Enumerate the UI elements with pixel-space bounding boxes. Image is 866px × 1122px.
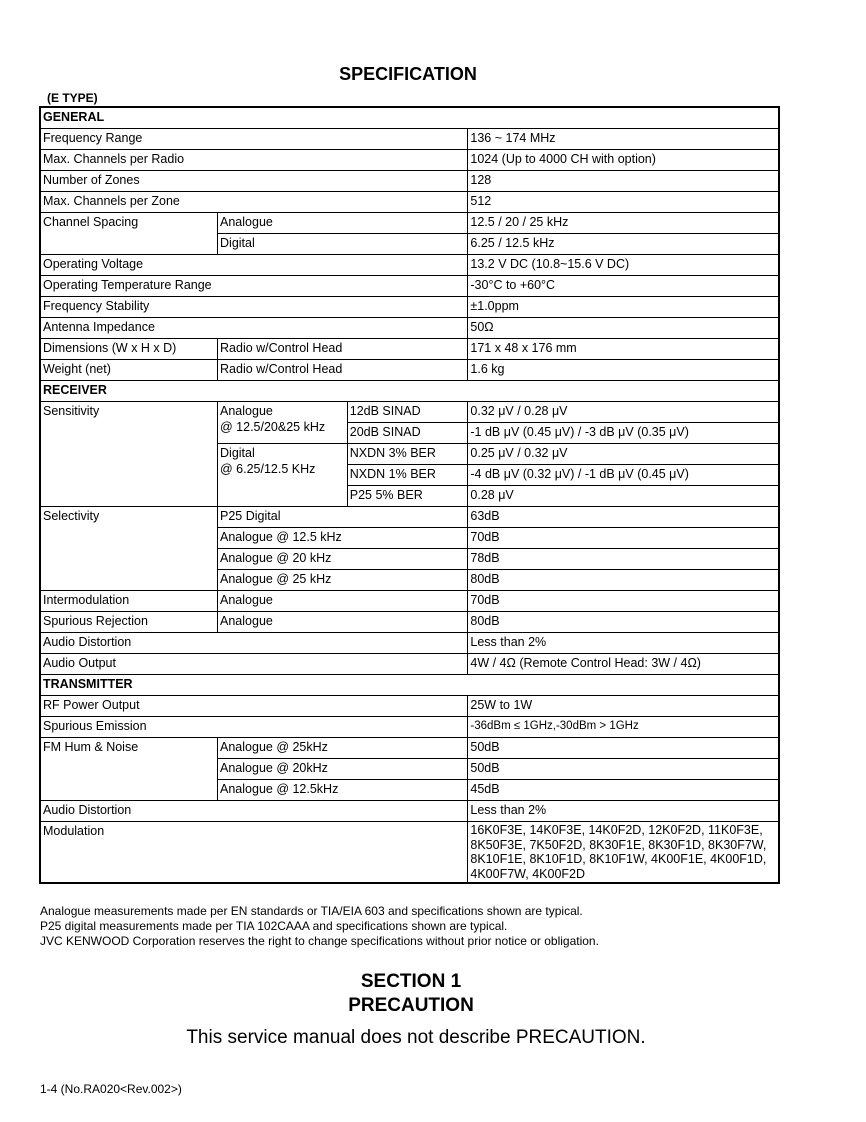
table-row	[40, 171, 779, 192]
section-heading	[0, 970, 822, 1018]
table-row	[40, 381, 779, 402]
row-value: 4W / 4Ω (Remote Control Head: 3W / 4Ω)	[468, 654, 779, 675]
table-row	[40, 192, 779, 213]
row-label: Frequency Range	[40, 129, 468, 150]
row-sublabel: Analogue	[218, 591, 468, 612]
row-value: 80dB	[468, 570, 779, 591]
row-value: -4 dB μV (0.32 μV) / -1 dB μV (0.45 μV)	[468, 465, 779, 486]
section-number: SECTION 1	[360, 971, 462, 992]
row-label: Sensitivity	[40, 402, 218, 507]
row-sublabel: Analogue @ 25 kHz	[218, 570, 468, 591]
row-label: Number of Zones	[40, 171, 468, 192]
row-sublabel	[218, 444, 348, 507]
row-label: Operating Voltage	[40, 255, 468, 276]
modulation-line: 8K50F3E, 7K50F2D, 8K30F1E, 8K30F1D, 8K30F7W,	[470, 837, 767, 852]
row-value: 1.6 kg	[468, 360, 779, 381]
spec-table	[39, 106, 780, 884]
table-row	[40, 612, 779, 633]
row-label: Dimensions (W x H x D)	[40, 339, 218, 360]
row-sublabel: Analogue @ 12.5kHz	[218, 780, 468, 801]
row-value: 0.28 μV	[468, 486, 779, 507]
row-label: Max. Channels per Zone	[40, 192, 468, 213]
row-value: 80dB	[468, 612, 779, 633]
row-label: Weight (net)	[40, 360, 218, 381]
analogue-line: Analogue	[220, 404, 273, 418]
row-sublabel: Radio w/Control Head	[218, 360, 468, 381]
row-value: 6.25 / 12.5 kHz	[468, 234, 779, 255]
row-value: 128	[468, 171, 779, 192]
row-value: 13.2 V DC (10.8~15.6 V DC)	[468, 255, 779, 276]
table-row	[40, 801, 779, 822]
digital-line: Digital	[220, 446, 255, 460]
precaution-text: This service manual does not describe PRECAUTION.	[186, 1027, 646, 1048]
table-row	[40, 255, 779, 276]
table-row	[40, 360, 779, 381]
table-row	[40, 402, 779, 423]
analogue-freq-line: @ 12.5/20&25 kHz	[220, 420, 326, 434]
row-label: Modulation	[40, 822, 468, 884]
row-sublabel: Analogue @ 12.5 kHz	[218, 528, 468, 549]
note-line: JVC KENWOOD Corporation reserves the right to change specifications without prior notice or obligation.	[40, 934, 599, 948]
row-label: Frequency Stability	[40, 297, 468, 318]
table-row	[40, 738, 779, 759]
row-value: 0.25 μV / 0.32 μV	[468, 444, 779, 465]
row-sublabel	[218, 402, 348, 444]
table-row	[40, 822, 779, 884]
row-value: 78dB	[468, 549, 779, 570]
row-label: Audio Output	[40, 654, 468, 675]
row-value: 63dB	[468, 507, 779, 528]
row-sublabel: P25 Digital	[218, 507, 468, 528]
row-condition: 20dB SINAD	[347, 423, 468, 444]
row-sublabel: Analogue @ 25kHz	[218, 738, 468, 759]
row-label: Operating Temperature Range	[40, 276, 468, 297]
row-value: 50dB	[468, 738, 779, 759]
row-value: 25W to 1W	[468, 696, 779, 717]
row-value: 45dB	[468, 780, 779, 801]
row-label: Audio Distortion	[40, 633, 468, 654]
section-heading-receiver: RECEIVER	[40, 381, 779, 402]
digital-freq-line: @ 6.25/12.5 KHz	[220, 462, 316, 476]
row-value: ±1.0ppm	[468, 297, 779, 318]
modulation-line: 8K10F1E, 8K10F1D, 8K10F1W, 4K00F1E, 4K00F1D,	[470, 852, 767, 866]
row-value: -1 dB μV (0.45 μV) / -3 dB μV (0.35 μV)	[468, 423, 779, 444]
row-value: -30°C to +60°C	[468, 276, 779, 297]
row-sublabel: Analogue @ 20kHz	[218, 759, 468, 780]
table-row	[40, 150, 779, 171]
row-label: Max. Channels per Radio	[40, 150, 468, 171]
section-title: PRECAUTION	[348, 995, 474, 1016]
row-value: -36dBm ≤ 1GHz,-30dBm > 1GHz	[468, 717, 779, 738]
table-row	[40, 129, 779, 150]
table-row	[40, 213, 779, 234]
row-condition: P25 5% BER	[347, 486, 468, 507]
row-value: Less than 2%	[468, 801, 779, 822]
row-value: 70dB	[468, 591, 779, 612]
row-value: 70dB	[468, 528, 779, 549]
table-row	[40, 507, 779, 528]
row-value: 50dB	[468, 759, 779, 780]
table-row	[40, 276, 779, 297]
row-sublabel: Digital	[218, 234, 468, 255]
modulation-line: 16K0F3E, 14K0F3E, 14K0F2D, 12K0F2D, 11K0F3E,	[470, 823, 763, 837]
row-value: 512	[468, 192, 779, 213]
row-label: Spurious Emission	[40, 717, 468, 738]
spec-notes	[40, 904, 599, 949]
page-title: SPECIFICATION	[339, 64, 477, 84]
table-row	[40, 297, 779, 318]
row-label: Audio Distortion	[40, 801, 468, 822]
row-value: 136 ~ 174 MHz	[468, 129, 779, 150]
row-value: 12.5 / 20 / 25 kHz	[468, 213, 779, 234]
table-row	[40, 717, 779, 738]
row-label: Channel Spacing	[40, 213, 218, 255]
row-label: Antenna Impedance	[40, 318, 468, 339]
type-label: (E TYPE)	[47, 91, 98, 105]
table-row	[40, 591, 779, 612]
row-value: 1024 (Up to 4000 CH with option)	[468, 150, 779, 171]
table-row	[40, 696, 779, 717]
modulation-line: 4K00F7W, 4K00F2D	[470, 866, 586, 881]
section-heading-general: GENERAL	[40, 107, 779, 129]
row-label: Intermodulation	[40, 591, 218, 612]
row-sublabel: Analogue	[218, 213, 468, 234]
row-condition: NXDN 3% BER	[347, 444, 468, 465]
table-row	[40, 107, 779, 129]
row-value: Less than 2%	[468, 633, 779, 654]
row-condition: NXDN 1% BER	[347, 465, 468, 486]
row-value: 50Ω	[468, 318, 779, 339]
row-value: 171 x 48 x 176 mm	[468, 339, 779, 360]
note-line: Analogue measurements made per EN standards or TIA/EIA 603 and specifications shown are typical.	[40, 904, 583, 918]
row-label: RF Power Output	[40, 696, 468, 717]
row-value: 0.32 μV / 0.28 μV	[468, 402, 779, 423]
row-sublabel: Analogue	[218, 612, 468, 633]
page-footer: 1-4 (No.RA020<Rev.002>)	[40, 1082, 182, 1096]
table-row	[40, 339, 779, 360]
table-row	[40, 633, 779, 654]
row-value	[468, 822, 779, 884]
row-sublabel: Radio w/Control Head	[218, 339, 468, 360]
row-sublabel: Analogue @ 20 kHz	[218, 549, 468, 570]
row-condition: 12dB SINAD	[347, 402, 468, 423]
section-heading-transmitter: TRANSMITTER	[40, 675, 779, 696]
row-label: Selectivity	[40, 507, 218, 591]
note-line: P25 digital measurements made per TIA 102CAAA and specifications shown are typical.	[40, 919, 508, 933]
table-row	[40, 654, 779, 675]
row-label: FM Hum & Noise	[40, 738, 218, 801]
row-label: Spurious Rejection	[40, 612, 218, 633]
table-row	[40, 675, 779, 696]
table-row	[40, 318, 779, 339]
